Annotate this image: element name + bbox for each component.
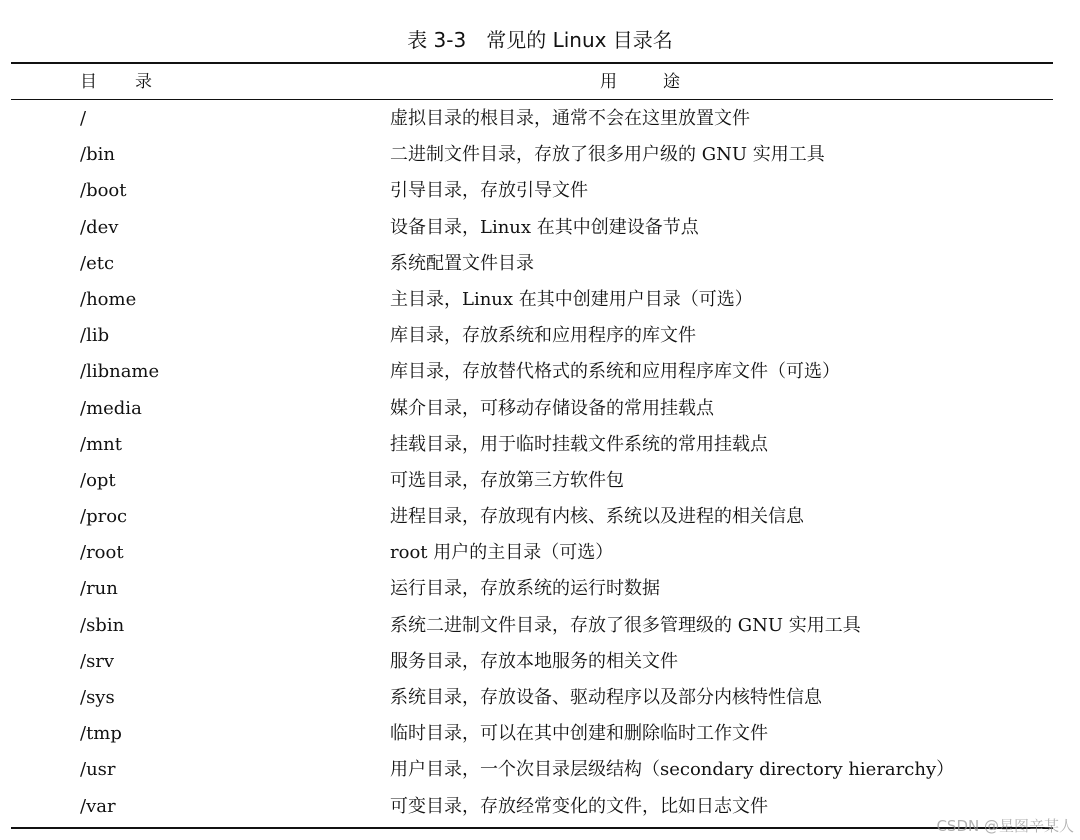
- directory-cell: /home: [80, 288, 137, 310]
- directory-cell: /mnt: [80, 433, 122, 455]
- directory-cell: /root: [80, 542, 124, 564]
- table-row: [0, 173, 1080, 209]
- directory-cell: /usr: [80, 759, 116, 781]
- directory-cell: /: [80, 108, 87, 129]
- column-header-usage: 用途: [600, 72, 726, 92]
- table-row: [0, 210, 1080, 246]
- usage-cell: 引导目录，存放引导文件: [390, 180, 588, 202]
- usage-cell: 主目录，Linux 在其中创建用户目录（可选）: [390, 288, 753, 310]
- table-row: [0, 644, 1080, 680]
- directory-cell: /run: [80, 578, 118, 600]
- directory-cell: /sys: [80, 687, 115, 708]
- usage-cell: 媒介目录，可移动存储设备的常用挂载点: [390, 397, 714, 419]
- usage-cell: 服务目录，存放本地服务的相关文件: [390, 650, 678, 672]
- table-row: [0, 535, 1080, 571]
- usage-cell: 进程目录，存放现有内核、系统以及进程的相关信息: [390, 506, 804, 528]
- table-row: [0, 499, 1080, 535]
- usage-cell: 二进制文件目录，存放了很多用户级的 GNU 实用工具: [390, 144, 825, 166]
- usage-cell: 系统配置文件目录: [390, 252, 534, 274]
- directory-cell: /etc: [80, 252, 115, 274]
- usage-cell: 虚拟目录的根目录，通常不会在这里放置文件: [390, 108, 750, 129]
- table-row: [0, 571, 1080, 607]
- table-row: [0, 752, 1080, 788]
- watermark: CSDN @星图辛某人: [936, 817, 1074, 835]
- table-header: [0, 68, 1080, 96]
- table-row: [0, 680, 1080, 716]
- usage-cell: 系统目录，存放设备、驱动程序以及部分内核特性信息: [390, 687, 822, 708]
- table-row: [0, 246, 1080, 282]
- directory-cell: /bin: [80, 144, 115, 166]
- table-caption: 表 3-3 常见的 Linux 目录名: [407, 28, 673, 52]
- directory-cell: /opt: [80, 469, 116, 491]
- usage-cell: 可选目录，存放第三方软件包: [390, 469, 624, 491]
- table-row: [0, 789, 1080, 825]
- directory-cell: /libname: [80, 361, 160, 383]
- usage-cell: 用户目录，一个次目录层级结构（secondary directory hierarchy）: [390, 759, 955, 781]
- directory-cell: /var: [80, 795, 116, 817]
- table-row: [0, 101, 1080, 137]
- directory-cell: /lib: [80, 325, 110, 347]
- table-header-rule: [11, 99, 1053, 100]
- table-row: [0, 463, 1080, 499]
- column-header-directory: 目录: [80, 72, 190, 92]
- usage-cell: 库目录，存放替代格式的系统和应用程序库文件（可选）: [390, 361, 840, 383]
- usage-cell: root 用户的主目录（可选）: [390, 542, 614, 564]
- directory-cell: /srv: [80, 650, 115, 672]
- directory-cell: /dev: [80, 216, 119, 238]
- directory-cell: /sbin: [80, 614, 125, 636]
- directory-cell: /tmp: [80, 723, 122, 745]
- table-row: [0, 137, 1080, 173]
- table-bottom-rule: [11, 827, 1053, 829]
- directory-cell: /media: [80, 397, 142, 419]
- table-row: [0, 716, 1080, 752]
- table-top-rule: [11, 62, 1053, 64]
- usage-cell: 库目录，存放系统和应用程序的库文件: [390, 325, 696, 347]
- table-row: [0, 282, 1080, 318]
- usage-cell: 系统二进制文件目录，存放了很多管理级的 GNU 实用工具: [390, 614, 861, 636]
- table-row: [0, 427, 1080, 463]
- table-body: [0, 101, 1080, 825]
- table-row: [0, 608, 1080, 644]
- directory-cell: /proc: [80, 506, 128, 528]
- usage-cell: 可变目录，存放经常变化的文件，比如日志文件: [390, 795, 768, 817]
- usage-cell: 临时目录，可以在其中创建和删除临时工作文件: [390, 723, 768, 745]
- directory-cell: /boot: [80, 180, 127, 202]
- usage-cell: 运行目录，存放系统的运行时数据: [390, 578, 660, 600]
- usage-cell: 设备目录，Linux 在其中创建设备节点: [390, 216, 699, 238]
- table-row: [0, 318, 1080, 354]
- table-row: [0, 354, 1080, 390]
- usage-cell: 挂载目录，用于临时挂载文件系统的常用挂载点: [390, 433, 768, 455]
- table-row: [0, 391, 1080, 427]
